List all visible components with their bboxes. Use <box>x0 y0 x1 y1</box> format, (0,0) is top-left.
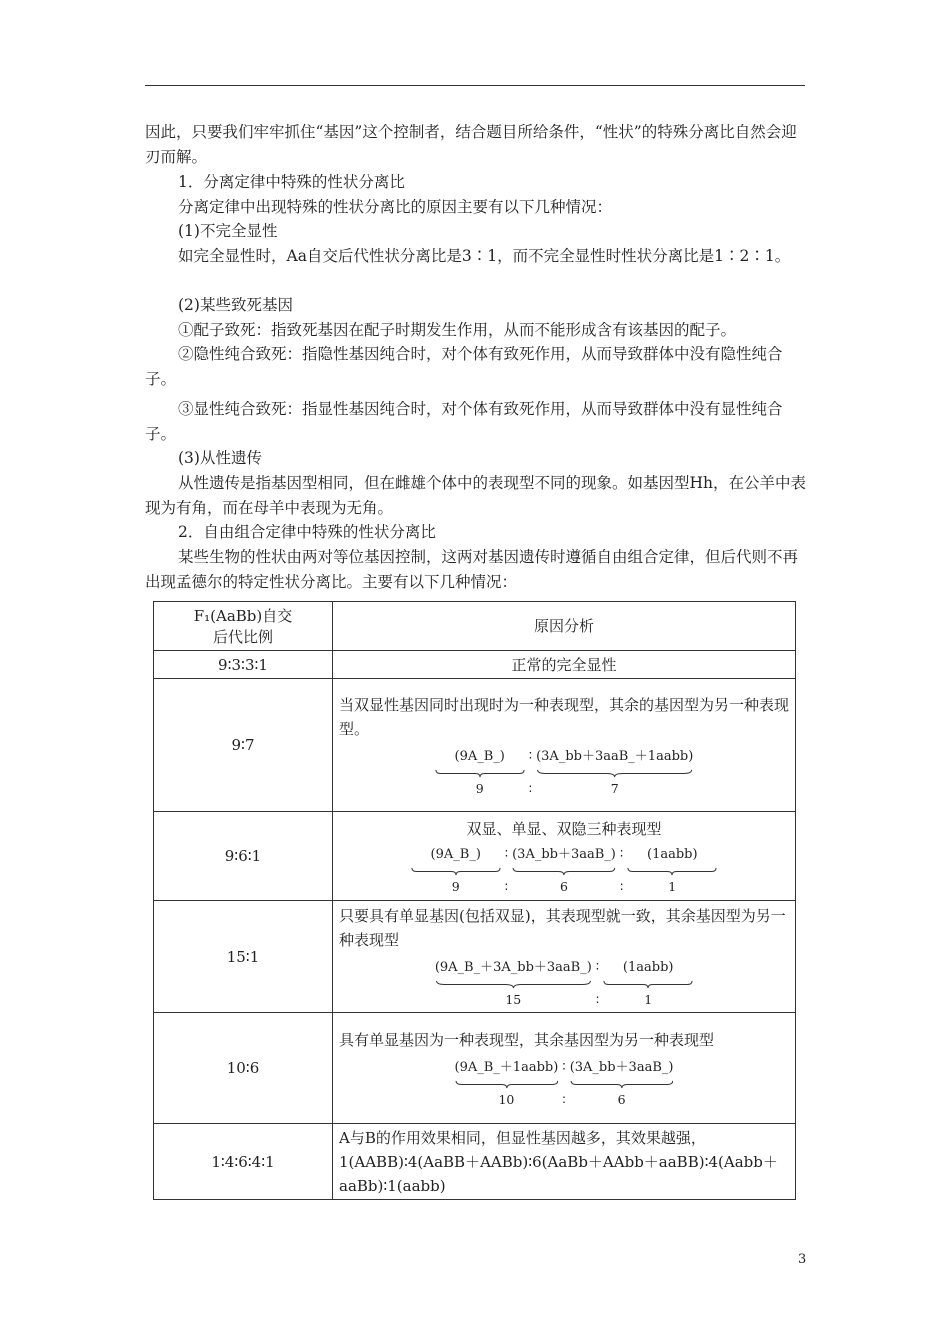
ratio-cell: 1∶4∶6∶4∶1 <box>154 1124 333 1200</box>
analysis-cell <box>333 901 796 1013</box>
genotype-expression: (3A_bb＋3aaB_) <box>512 846 616 862</box>
underbrace-icon <box>570 1080 674 1089</box>
ratio-separator <box>525 745 536 798</box>
genotype-group <box>512 843 616 896</box>
genotype-group <box>435 956 592 1009</box>
ratio-cell: 9∶7 <box>154 679 333 812</box>
genotype-formula <box>339 956 789 1009</box>
ratio-count: 9 <box>451 878 460 894</box>
separator-symbol: ∶ <box>595 960 600 975</box>
underbrace-icon <box>603 980 693 989</box>
genotype-expression: (9A_B_＋1aabb) <box>454 1059 559 1075</box>
ratio-separator <box>558 1056 569 1109</box>
separator-symbol: ∶ <box>619 846 624 862</box>
genotype-expression: (9A_B_) <box>430 846 481 862</box>
genotype-expression: (1aabb) <box>647 846 698 862</box>
genotype-group <box>570 1056 674 1109</box>
analysis-text: 具有单显基因为一种表现型，其余基因型为另一种表现型 <box>339 1030 715 1049</box>
genotype-formula <box>339 1056 789 1109</box>
table-row <box>154 679 796 812</box>
genotype-group <box>603 956 693 1009</box>
dominant-lethal-text: ③显性纯合致死：指显性基因纯合时，对个体有致死作用，从而导致群体中没有显性纯合子。 <box>145 400 783 443</box>
subheading-incomplete-dominance: (1)不完全显性 <box>178 222 278 240</box>
analysis-cell: 正常的完全显性 <box>333 651 796 679</box>
underbrace-icon <box>536 769 693 778</box>
genotype-formula <box>339 843 789 896</box>
ratio-count: 15 <box>505 992 522 1007</box>
genotype-expression: (3A_bb＋3aaB_) <box>569 1059 674 1075</box>
gamete-lethal-text: ①配子致死：指致死基因在配子时期发生作用，从而不能形成含有该基因的配子。 <box>178 321 737 339</box>
ratio-cell: 15∶1 <box>154 901 333 1013</box>
section-2-heading: 2．自由组合定律中特殊的性状分离比 <box>178 523 436 541</box>
genotype-formula <box>339 745 789 798</box>
table-row <box>154 651 796 679</box>
ratio-table <box>153 601 796 1200</box>
header-ratio-cell <box>154 602 333 651</box>
separator-symbol-lower: ∶ <box>562 1091 566 1107</box>
genotype-group <box>536 745 693 798</box>
header-rule <box>145 85 805 86</box>
genotype-group <box>455 1056 559 1109</box>
analysis-text: 只要具有单显基因(包括双显)，其表现型就一致，其余基因型为另一种表现型 <box>339 907 786 949</box>
analysis-cell <box>333 812 796 901</box>
underbrace-icon <box>411 867 501 876</box>
header-analysis-cell: 原因分析 <box>333 602 796 651</box>
ratio-count: 6 <box>617 1091 626 1107</box>
page-number: 3 <box>798 1252 807 1267</box>
section-1-heading: 1．分离定律中特殊的性状分离比 <box>178 173 405 191</box>
underbrace-icon <box>627 867 717 876</box>
ratio-cell: 9∶6∶1 <box>154 812 333 901</box>
separator-symbol-lower: ∶ <box>595 992 600 1007</box>
ratio-cell: 10∶6 <box>154 1013 333 1124</box>
subheading-sex-influenced: (3)从性遗传 <box>178 449 262 467</box>
underbrace-icon <box>455 1080 559 1089</box>
ratio-count: 10 <box>498 1091 515 1107</box>
genotype-group <box>411 843 501 896</box>
analysis-text: 当双显性基因同时出现时为一种表现型，其余的基因型为另一种表现型。 <box>339 695 790 738</box>
separator-symbol: ∶ <box>562 1059 566 1075</box>
table-row <box>154 1013 796 1124</box>
genotype-expression: (1aabb) <box>622 960 674 975</box>
intro-paragraph: 因此，只要我们牢牢抓住“基因”这个控制者，结合题目所给条件，“性状”的特殊分离比自然会迎刃而解。 <box>145 123 797 166</box>
analysis-cell <box>333 679 796 812</box>
recessive-lethal-text: ②隐性纯合致死：指隐性基因纯合时，对个体有致死作用，从而导致群体中没有隐性纯合子。 <box>145 345 783 388</box>
genotype-expression: (3A_bb＋3aaB_＋1aabb) <box>536 748 694 764</box>
section-2-intro: 某些生物的性状由两对等位基因控制，这两对基因遗传时遵循自由组合定律，但后代则不再出现孟德尔的特定性状分离比。主要有以下几种情况： <box>145 548 799 591</box>
genotype-group <box>627 843 717 896</box>
underbrace-icon <box>435 769 525 778</box>
ratio-count: 1 <box>644 992 653 1007</box>
separator-symbol-lower: ∶ <box>619 878 624 894</box>
subheading-lethal-genes: (2)某些致死基因 <box>178 296 293 314</box>
section-1-intro: 分离定律中出现特殊的性状分离比的原因主要有以下几种情况： <box>178 198 613 216</box>
separator-symbol-lower: ∶ <box>528 780 533 796</box>
underbrace-icon <box>512 867 616 876</box>
table-row <box>154 812 796 901</box>
header-ratio-line1: F₁(AaBb)自交 <box>193 607 293 625</box>
analysis-cell <box>333 1013 796 1124</box>
table-row <box>154 1124 796 1200</box>
analysis-cell: A与B的作用效果相同，但显性基因越多，其效果越强，1(AABB)∶4(AaBB＋AABb)∶6(AaBb＋AAbb＋aaBB)∶4(Aabb＋aaBb)∶1(aabb) <box>333 1124 796 1200</box>
ratio-count: 1 <box>668 878 677 894</box>
ratio-count: 9 <box>475 780 484 796</box>
separator-symbol-lower: ∶ <box>504 878 509 894</box>
table-header-row <box>154 602 796 651</box>
underbrace-icon <box>435 980 592 989</box>
analysis-text: 双显、单显、双隐三种表现型 <box>466 819 662 838</box>
ratio-separator <box>616 843 627 896</box>
ratio-separator <box>592 956 603 1009</box>
separator-symbol: ∶ <box>504 846 509 862</box>
incomplete-dominance-text: 如完全显性时，Aa自交后代性状分离比是3∶1，而不完全显性时性状分离比是1∶2∶1。 <box>178 247 791 265</box>
sex-influenced-text: 从性遗传是指基因型相同，但在雌雄个体中的表现型不同的现象。如基因型Hh，在公羊中表现为有角，而在母羊中表现为无角。 <box>145 474 807 517</box>
ratio-cell: 9∶3∶3∶1 <box>154 651 333 679</box>
genotype-expression: (9A_B_) <box>454 748 505 764</box>
genotype-expression: (9A_B_＋3A_bb＋3aaB_) <box>434 960 592 975</box>
ratio-separator <box>501 843 512 896</box>
separator-symbol: ∶ <box>528 748 533 764</box>
genotype-group <box>435 745 525 798</box>
header-ratio-line2: 后代比例 <box>212 628 273 646</box>
table-row <box>154 901 796 1013</box>
ratio-count: 6 <box>560 878 568 894</box>
ratio-count: 7 <box>610 780 619 796</box>
